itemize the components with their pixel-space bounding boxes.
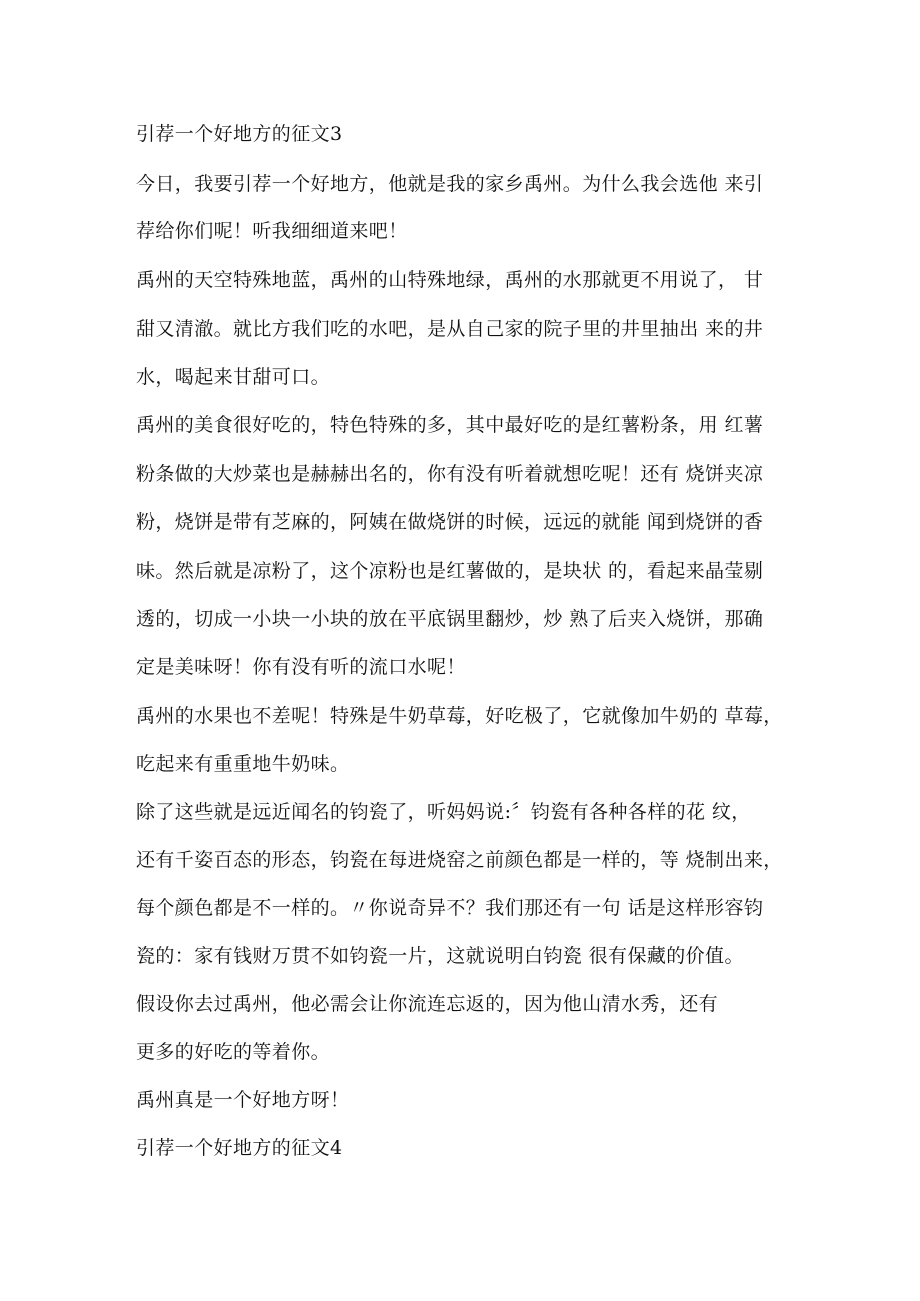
- paragraph-line: 更多的好吃的等着你。: [136, 1041, 331, 1063]
- paragraph-line: 禹州的天空特殊地蓝，禹州的山特殊地绿，禹州的水那就更不用说了， 甘: [136, 269, 764, 291]
- paragraph-line: 味。然后就是凉粉了，这个凉粉也是红薯做的，是块状 的，看起来晶莹剔: [136, 560, 764, 582]
- paragraph-line: 定是美味呀！你有没有听的流口水呢！: [136, 656, 466, 678]
- section-heading-4: 引荐一个好地方的征文4: [136, 1137, 343, 1159]
- paragraph-line: 吃起来有重重地牛奶味。: [136, 753, 350, 775]
- paragraph-line: 除了这些就是远近闻名的钧瓷了，听妈妈说:〞钧瓷有各种各样的花 纹，: [136, 801, 751, 823]
- paragraph-line: 瓷的：家有钱财万贯不如钧瓷一片，这就说明白钧瓷 很有保藏的价值。: [136, 945, 744, 967]
- paragraph-line: 透的，切成一小块一小块的放在平底锅里翻炒，炒 熟了后夹入烧饼，那确: [136, 608, 764, 630]
- paragraph-line: 禹州真是一个好地方呀！: [136, 1089, 350, 1111]
- paragraph-line: 甜又清澈。就比方我们吃的水吧，是从自己家的院子里的井里抽出 来的井: [136, 318, 764, 340]
- paragraph-line: 假设你去过禹州，他必需会让你流连忘返的，因为他山清水秀，还有: [136, 993, 719, 1015]
- paragraph-line: 今日，我要引荐一个好地方，他就是我的家乡禹州。为什么我会选他 来引: [136, 173, 764, 195]
- paragraph-line: 粉，烧饼是带有芝麻的，阿姨在做烧饼的时候，远远的就能 闻到烧饼的香: [136, 511, 764, 533]
- section-heading-3: 引荐一个好地方的征文3: [136, 123, 343, 145]
- paragraph-line: 禹州的美食很好吃的，特色特殊的多，其中最好吃的是红薯粉条，用 红薯: [136, 414, 764, 436]
- paragraph-line: 荐给你们呢！听我细细道来吧！: [136, 220, 408, 242]
- paragraph-line: 水，喝起来甘甜可口。: [136, 366, 331, 388]
- paragraph-line: 每个颜色都是不一样的。〃你说奇异不？我们那还有一句 话是这样形容钧: [136, 897, 764, 919]
- paragraph-line: 禹州的水果也不差呢！特殊是牛奶草莓，好吃极了，它就像加牛奶的 草莓，: [136, 705, 783, 727]
- paragraph-line: 粉条做的大炒菜也是赫赫出名的，你有没有听着就想吃呢！还有 烧饼夹凉: [136, 463, 764, 485]
- paragraph-line: 还有千姿百态的形态，钧瓷在每进烧窑之前颜色都是一样的，等 烧制出来，: [136, 849, 783, 871]
